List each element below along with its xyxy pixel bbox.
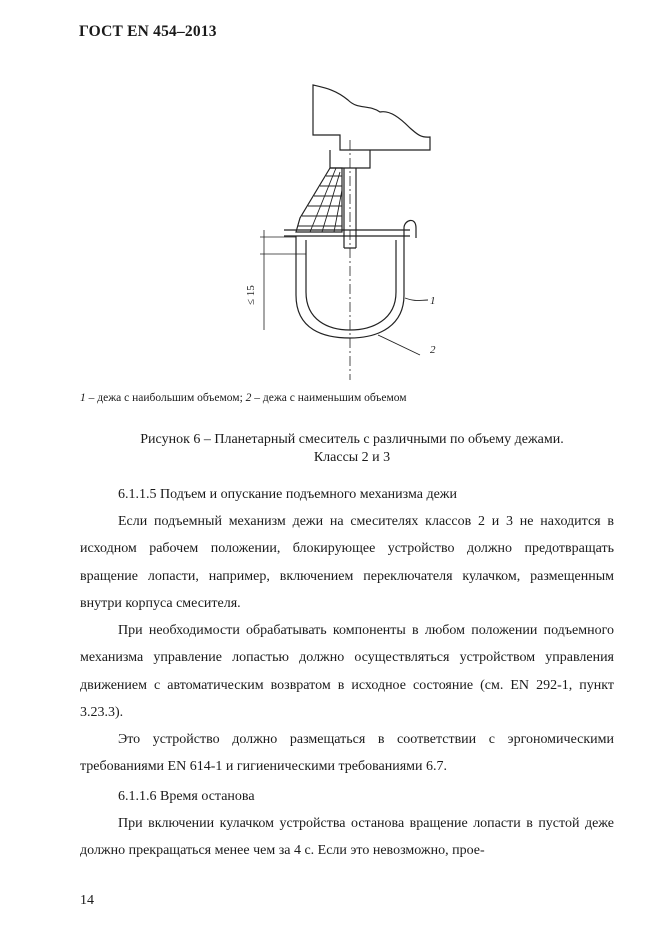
callout-1: 1 xyxy=(430,295,436,307)
mixer-drawing-svg xyxy=(240,80,450,385)
section-heading-6-1-1-6: 6.1.1.6 Время останова xyxy=(118,789,255,804)
figure-caption xyxy=(80,431,624,467)
mixer-drawing xyxy=(240,80,450,385)
legend-number-2: 2 xyxy=(245,392,252,404)
figure-legend xyxy=(80,392,407,404)
caption-line-1: Рисунок 6 – Планетарный смеситель с различными по объему дежами. xyxy=(140,432,564,447)
page-number: 14 xyxy=(80,893,94,908)
legend-text-1: – дежа с наибольшим объемом; xyxy=(85,392,246,404)
rim xyxy=(284,230,410,236)
paragraph-4: При включении кулачком устройства останова вращение лопасти в пустой деже должно прекращаться менее чем за 4 с. Если это невозможно, прое- xyxy=(80,816,614,859)
callout-2: 2 xyxy=(430,344,436,356)
leader-1 xyxy=(405,298,428,301)
dimension-label: ≤ 15 xyxy=(245,285,257,305)
small-bowl xyxy=(306,240,396,330)
dimension-lines xyxy=(260,230,306,330)
document-header: ГОСТ EN 454–2013 xyxy=(79,23,217,40)
guard-outline xyxy=(296,168,342,232)
paragraph-3: Это устройство должно размещаться в соответствии с эргономическими требованиями EN 614-1 и гигиеническими требованиями 6.7. xyxy=(80,732,614,775)
paragraph-2: При необходимости обрабатывать компоненты в любом положении подъемного механизма управление лопастью должно осуществляться устройством управления движением с автоматическим возвратом в исходное состояние (см. EN 292-1, пункт 3.23.3). xyxy=(80,623,614,720)
leader-2 xyxy=(378,335,420,355)
caption-line-2: Классы 2 и 3 xyxy=(313,450,391,465)
paragraph-1: Если подъемный механизм дежи на смесителях классов 2 и 3 не находится в исходном рабочем положении, блокирующее устройство должно предотвращать вращение лопасти, например, включением переключателя кулачком, размещенным внутри корпуса смесителя. xyxy=(80,514,614,611)
legend-text-2: – дежа с наименьшим объемом xyxy=(251,392,407,404)
legend-number-1: 1 xyxy=(80,392,86,404)
section-heading-6-1-1-5: 6.1.1.5 Подъем и опускание подъемного механизма дежи xyxy=(118,487,457,502)
machine-head-outline xyxy=(313,85,430,150)
